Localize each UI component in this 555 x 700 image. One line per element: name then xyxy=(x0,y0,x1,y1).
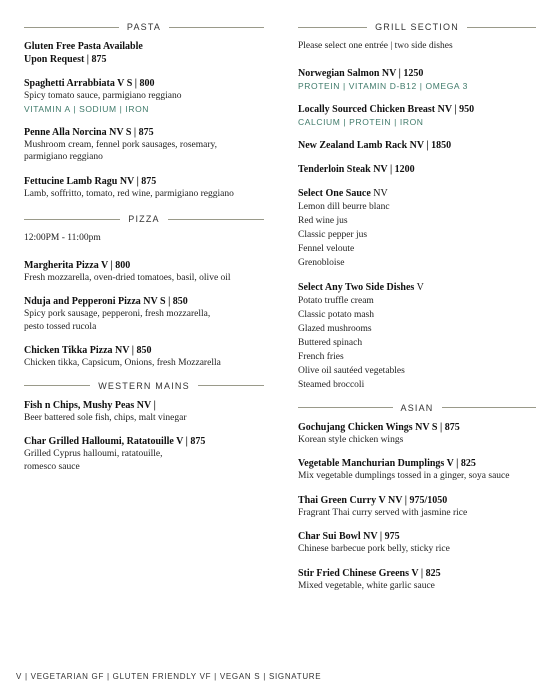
item-name: Tenderloin Steak NV | 1200 xyxy=(298,163,415,175)
item-description: Fresh mozzarella, oven-dried tomatoes, basil, olive oil xyxy=(24,272,231,283)
menu-item xyxy=(24,40,264,66)
item-nutrients: CALCIUM | PROTEIN | IRON xyxy=(298,116,424,127)
menu-item xyxy=(298,421,536,447)
menu-item xyxy=(24,344,264,370)
item-name: Nduja and Pepperoni Pizza NV S | 850 xyxy=(24,296,188,307)
divider xyxy=(298,407,393,408)
menu-item xyxy=(298,67,536,92)
item-name: Penne Alla Norcina NV S | 875 xyxy=(24,126,154,138)
divider xyxy=(442,407,537,408)
item-description: Spicy tomato sauce, parmigiano reggiano xyxy=(24,91,182,101)
item-name: Gluten Free Pasta Available xyxy=(24,41,143,52)
item-name: Vegetable Manchurian Dumplings V | 825 xyxy=(298,458,476,469)
item-description: pesto tossed rucola xyxy=(24,321,97,332)
menu-item xyxy=(298,139,536,152)
sauce-tag: NV xyxy=(370,187,388,199)
list-item: Steamed broccoli xyxy=(298,379,365,390)
item-description: Lamb, soffritto, tomato, red wine, parmigiano reggiano xyxy=(24,188,234,199)
item-nutrients: PROTEIN | VITAMIN D-B12 | OMEGA 3 xyxy=(298,80,469,91)
section-title: WESTERN MAINS xyxy=(98,380,190,391)
list-item: Lemon dill beurre blanc xyxy=(298,201,390,212)
section-header-pizza xyxy=(24,214,264,224)
item-description: Chicken tikka, Capsicum, Onions, fresh Mozzarella xyxy=(24,358,221,368)
divider xyxy=(198,385,264,386)
section-header-asian xyxy=(298,403,536,413)
item-name: Gochujang Chicken Wings NV S | 875 xyxy=(298,421,460,433)
menu-item xyxy=(24,295,264,333)
sides-list-title xyxy=(298,281,536,294)
sauce-title: Select One Sauce xyxy=(298,187,371,199)
divider xyxy=(24,27,119,28)
item-description: Mix vegetable dumplings tossed in a ginger, soya sauce xyxy=(298,471,510,481)
menu-item xyxy=(298,530,536,556)
item-description: Spicy pork sausage, pepperoni, fresh mozzarella, xyxy=(24,309,211,319)
menu-item xyxy=(24,77,264,115)
item-name: Locally Sourced Chicken Breast NV | 950 xyxy=(298,103,475,115)
divider xyxy=(467,27,536,28)
item-name: Char Sui Bowl NV | 975 xyxy=(298,531,400,542)
grill-note: Please select one entrée | two side dishes xyxy=(298,41,453,51)
section-title: PIZZA xyxy=(128,214,160,224)
list-item: Buttered spinach xyxy=(298,337,363,348)
sides-tag: V xyxy=(414,281,424,293)
menu-item xyxy=(24,399,264,425)
item-name: Fish n Chips, Mushy Peas NV | xyxy=(24,399,156,411)
menu-item xyxy=(298,494,536,520)
item-description: Grilled Cyprus halloumi, ratatouille, xyxy=(24,449,163,459)
menu-item xyxy=(24,435,264,473)
item-name: Chicken Tikka Pizza NV | 850 xyxy=(24,345,152,356)
item-description: Chinese barbecue pork belly, sticky rice xyxy=(298,544,450,554)
sides-list xyxy=(298,281,536,392)
item-name: Spaghetti Arrabbiata V S | 800 xyxy=(24,78,155,89)
menu-item xyxy=(298,567,536,593)
dietary-legend: V | VEGETARIAN GF | GLUTEN FRIENDLY VF | VEGAN S | SIGNATURE xyxy=(16,672,322,681)
divider xyxy=(24,385,90,386)
pizza-hours: 12:00PM - 11:00pm xyxy=(24,233,101,243)
list-item: Red wine jus xyxy=(298,215,348,226)
item-name: Upon Request | 875 xyxy=(24,54,107,65)
item-name: Margherita Pizza V | 800 xyxy=(24,259,131,271)
menu-item xyxy=(298,103,536,128)
divider xyxy=(168,219,264,220)
item-description: Mixed vegetable, white garlic sauce xyxy=(298,580,435,591)
menu-item xyxy=(298,163,536,176)
item-description: Mushroom cream, fennel pork sausages, rosemary, xyxy=(24,139,218,150)
list-item: Grenobloise xyxy=(298,257,345,268)
item-description: Fragrant Thai curry served with jasmine rice xyxy=(298,507,468,518)
menu-item xyxy=(24,259,264,285)
divider xyxy=(298,27,367,28)
item-description: Korean style chicken wings xyxy=(298,434,404,445)
divider xyxy=(24,219,120,220)
section-header-grill xyxy=(298,22,536,32)
menu-item xyxy=(24,175,264,201)
item-name: Char Grilled Halloumi, Ratatouille V | 875 xyxy=(24,436,206,447)
list-item: Glazed mushrooms xyxy=(298,323,372,334)
menu-item xyxy=(298,457,536,483)
item-name: Stir Fried Chinese Greens V | 825 xyxy=(298,567,441,579)
right-column xyxy=(298,18,536,603)
section-header-western-mains xyxy=(24,381,264,391)
item-name: Fettucine Lamb Ragu NV | 875 xyxy=(24,175,157,187)
menu-item xyxy=(24,126,264,164)
sauce-list-title xyxy=(298,187,536,200)
item-name: New Zealand Lamb Rack NV | 1850 xyxy=(298,139,452,151)
list-item: Potato truffle cream xyxy=(298,295,374,306)
item-description: romesco sauce xyxy=(24,461,80,472)
sauce-list xyxy=(298,187,536,270)
left-column xyxy=(24,18,264,484)
item-name: Norwegian Salmon NV | 1250 xyxy=(298,67,424,79)
section-header-pasta xyxy=(24,22,264,32)
list-item: Fennel veloute xyxy=(298,243,355,254)
item-nutrients: VITAMIN A | SODIUM | IRON xyxy=(24,103,150,114)
item-name: Thai Green Curry V NV | 975/1050 xyxy=(298,494,448,506)
list-item: Classic potato mash xyxy=(298,309,374,320)
item-description: parmigiano reggiano xyxy=(24,152,103,162)
list-item: Classic pepper jus xyxy=(298,229,368,240)
list-item: Olive oil sautéed vegetables xyxy=(298,365,405,376)
item-description: Beer battered sole fish, chips, malt vinegar xyxy=(24,412,187,423)
section-title: GRILL SECTION xyxy=(375,22,459,32)
section-title: ASIAN xyxy=(400,402,434,413)
sides-title: Select Any Two Side Dishes xyxy=(298,281,415,293)
list-item: French fries xyxy=(298,351,344,362)
divider xyxy=(169,27,264,28)
section-title: PASTA xyxy=(126,22,162,32)
